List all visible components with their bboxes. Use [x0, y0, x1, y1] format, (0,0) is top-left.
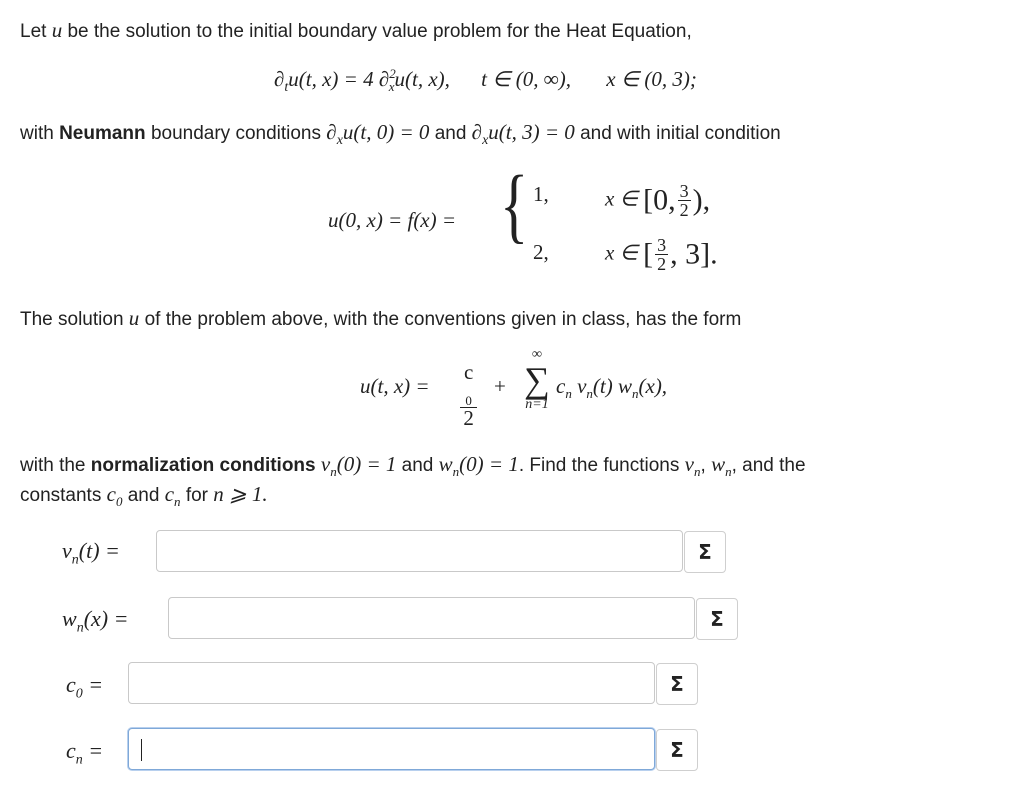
cn-equation-editor-button[interactable] [656, 729, 698, 771]
wn-input[interactable] [168, 597, 695, 639]
vn-equation-editor-button[interactable] [684, 531, 726, 573]
text-caret [141, 739, 142, 761]
boundary-conditions-text: with Neumann boundary conditions $\partial_xu(t$, 0) = 0 and $\partial_xu(t$, 3) = 0 and with initial condition [20, 120, 781, 149]
wn-label: $w_n(x)$ = [62, 606, 129, 636]
series-sum: ∞ ∑ n=1 [524, 347, 550, 412]
cn-input[interactable] [128, 728, 655, 770]
case2-condition: x ∈ [ $\frac{3}{2}$ , 3]. [605, 235, 718, 274]
sigma-icon: Σ [670, 738, 684, 762]
sigma-icon: Σ [670, 672, 684, 696]
vn-input[interactable] [156, 530, 683, 572]
case1-value: 1, [533, 182, 549, 206]
series-lhs: u(t, x) = [360, 374, 430, 398]
sigma-icon: Σ [698, 540, 712, 564]
wn-equation-editor-button[interactable] [696, 598, 738, 640]
c0-equation-editor-button[interactable] [656, 663, 698, 705]
series-fraction: c $_0$ 2 [458, 362, 479, 429]
cn-label: $c_n$ = [66, 738, 104, 768]
series-term: $c_n$ $v_n(t)$ $w_n(x)$, [556, 374, 668, 402]
piecewise-brace: { [500, 159, 529, 252]
c0-label: $c_0$ = [66, 672, 104, 702]
case2-value: 2, [533, 240, 549, 264]
sigma-icon: Σ [710, 607, 724, 631]
solution-intro-text: The solution u of the problem above, with the conventions given in class, has the form [20, 306, 742, 330]
case1-condition: x ∈ [0, $\frac{3}{2}$ ), [605, 181, 711, 220]
intro-text: Let u be the solution to the initial boundary value problem for the Heat Equation, [20, 18, 692, 42]
initial-condition-lhs: u(0, x) = f(x) = [328, 208, 457, 232]
normalization-text-line2: constants $c_0$ and $c_n$ for n ⩾ 1. [20, 482, 268, 510]
c0-input[interactable] [128, 662, 655, 704]
normalization-text: with the normalization conditions $v_n(0) = 1$ and $w_n(0) = 1$. Find the functions $v_n$, $w_n$, and the [20, 452, 806, 480]
heat-equation: $\partial_tu(t$, x) = 4 ∂$^2_x$u(t, x), t ∈ (0, ∞), x ∈ (0, 3); [274, 66, 697, 96]
series-plus: + [494, 374, 506, 398]
vn-label: $v_n(t)$ = [62, 538, 120, 568]
